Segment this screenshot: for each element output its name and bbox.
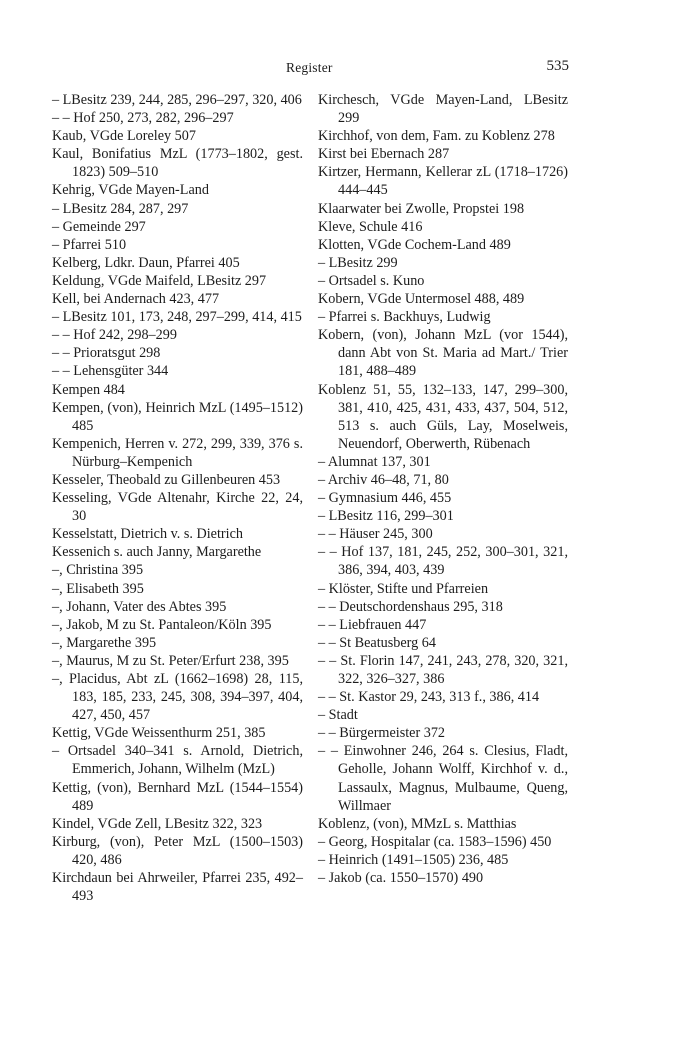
index-entry: –, Placidus, Abt zL (1662–1698) 28, 115, 183, 185, 233, 245, 308, 394–397, 404, 427, 450, 457 <box>52 671 303 724</box>
index-entry: Kettig, VGde Weissenthurm 251, 385 <box>52 725 266 742</box>
index-entry: Kettig, (von), Bernhard MzL (1544–1554) 489 <box>52 779 303 814</box>
index-entry: – – Hof 250, 273, 282, 296–297 <box>52 110 234 127</box>
index-entry: Kempen 484 <box>52 381 125 398</box>
index-entry: – Gymnasium 446, 455 <box>318 490 452 507</box>
index-entry: Kempenich, Herren v. 272, 299, 339, 376 s. Nürburg–Kempenich <box>52 435 303 470</box>
index-entry: – Gemeinde 297 <box>52 218 146 235</box>
index-entry: Kleve, Schule 416 <box>318 218 423 235</box>
index-entry: –, Elisabeth 395 <box>52 580 144 597</box>
running-head: Register <box>286 60 333 75</box>
index-entry: Klaarwater bei Zwolle, Propstei 198 <box>318 200 525 217</box>
index-entry: – Archiv 46–48, 71, 80 <box>318 471 449 488</box>
index-entry: – Jakob (ca. 1550–1570) 490 <box>318 870 484 887</box>
index-entry: Klotten, VGde Cochem-Land 489 <box>318 236 511 253</box>
page-number: 535 <box>546 58 569 74</box>
index-entry: Koblenz, (von), MMzL s. Matthias <box>318 815 517 832</box>
index-entry: –, Margarethe 395 <box>52 634 157 651</box>
index-entry: –, Jakob, M zu St. Pantaleon/Köln 395 <box>52 616 272 633</box>
index-entry: – LBesitz 101, 173, 248, 297–299, 414, 415 <box>52 309 302 326</box>
index-entry: – Ortsadel s. Kuno <box>318 272 425 289</box>
index-entry: – LBesitz 284, 287, 297 <box>52 200 189 217</box>
index-entry: Kaul, Bonifatius MzL (1773–1802, gest. 1823) 509–510 <box>52 146 303 181</box>
index-entry: –, Johann, Vater des Abtes 395 <box>52 598 227 615</box>
index-entry: – – Einwohner 246, 264 s. Clesius, Fladt, Geholle, Johann Wolff, Kirchhof v. d., Lassaulx, Magnus, Mulbaume, Queng, Willmaer <box>318 743 568 814</box>
index-entry: –, Christina 395 <box>52 562 144 579</box>
index-entry: Kaub, VGde Loreley 507 <box>52 128 196 145</box>
index-entry: Kesseler, Theobald zu Gillenbeuren 453 <box>52 471 281 488</box>
index-entry: Kell, bei Andernach 423, 477 <box>52 291 220 308</box>
index-entry: – – St. Kastor 29, 243, 313 f., 386, 414 <box>318 689 540 706</box>
index-entry: Kindel, VGde Zell, LBesitz 322, 323 <box>52 815 263 832</box>
page-header <box>0 58 700 82</box>
index-entry: – – Deutschordenshaus 295, 318 <box>318 598 503 615</box>
index-entry: Kehrig, VGde Mayen-Land <box>52 182 209 199</box>
index-entry: – – Hof 137, 181, 245, 252, 300–301, 321, 386, 394, 403, 439 <box>318 544 568 579</box>
index-column-left <box>52 91 303 905</box>
index-entry: – Klöster, Stifte und Pfarreien <box>318 580 489 597</box>
index-entry: – Pfarrei s. Backhuys, Ludwig <box>318 309 491 326</box>
index-entry: – – Bürgermeister 372 <box>318 725 446 742</box>
index-entry: – LBesitz 299 <box>318 254 398 271</box>
index-entry: Kelberg, Ldkr. Daun, Pfarrei 405 <box>52 254 240 271</box>
index-entry: Kobern, (von), Johann MzL (vor 1544), dann Abt von St. Maria ad Mart./ Trier 181, 488–489 <box>318 327 568 380</box>
index-entry: – Heinrich (1491–1505) 236, 485 <box>318 851 509 868</box>
index-entry: –, Maurus, M zu St. Peter/Erfurt 238, 395 <box>52 652 289 669</box>
index-entry: Kirburg, (von), Peter MzL (1500–1503) 420, 486 <box>52 833 303 868</box>
index-entry: Kessenich s. auch Janny, Margarethe <box>52 544 262 561</box>
index-entry: Kirchesch, VGde Mayen-Land, LBesitz 299 <box>318 92 568 127</box>
index-entry: – – Liebfrauen 447 <box>318 616 427 633</box>
index-entry: Kempen, (von), Heinrich MzL (1495–1512) 485 <box>52 399 303 434</box>
index-entry: Kirtzer, Hermann, Kellerar zL (1718–1726) 444–445 <box>318 164 568 199</box>
index-entry: – Ortsadel 340–341 s. Arnold, Dietrich, Emmerich, Johann, Wilhelm (MzL) <box>52 743 303 778</box>
index-entry: Kirchdaun bei Ahrweiler, Pfarrei 235, 492–493 <box>52 870 303 905</box>
index-entry: – – Lehensgüter 344 <box>52 363 169 380</box>
index-entry: Koblenz 51, 55, 132–133, 147, 299–300, 381, 410, 425, 431, 433, 437, 504, 512, 513 s. auch Güls, Lay, Moselweis, Neuendorf, Oberwerth, Rübenach <box>318 381 568 452</box>
index-entry: – – Hof 242, 298–299 <box>52 327 177 344</box>
index-entry: – Pfarrei 510 <box>52 236 127 253</box>
index-entry: – Stadt <box>318 707 358 724</box>
index-entry: – – St Beatusberg 64 <box>318 634 436 651</box>
index-entry: – LBesitz 116, 299–301 <box>318 508 454 525</box>
index-entry: – – Prioratsgut 298 <box>52 345 161 362</box>
index-entry: – Alumnat 137, 301 <box>318 453 431 470</box>
index-entry: Kobern, VGde Untermosel 488, 489 <box>318 291 525 308</box>
index-entry: – – St. Florin 147, 241, 243, 278, 320, 321, 322, 326–327, 386 <box>318 652 568 687</box>
index-entry: Kirchhof, von dem, Fam. zu Koblenz 278 <box>318 128 555 145</box>
index-entry: Kirst bei Ebernach 287 <box>318 146 450 163</box>
index-entry: Kesseling, VGde Altenahr, Kirche 22, 24, 30 <box>52 490 303 525</box>
index-entry: Kesselstatt, Dietrich v. s. Dietrich <box>52 526 243 543</box>
index-entry: – LBesitz 239, 244, 285, 296–297, 320, 406 <box>52 92 302 108</box>
index-entry: – Georg, Hospitalar (ca. 1583–1596) 450 <box>318 833 552 850</box>
index-entry: Keldung, VGde Maifeld, LBesitz 297 <box>52 272 267 289</box>
index-column-right <box>318 91 568 887</box>
index-entry: – – Häuser 245, 300 <box>318 526 433 543</box>
